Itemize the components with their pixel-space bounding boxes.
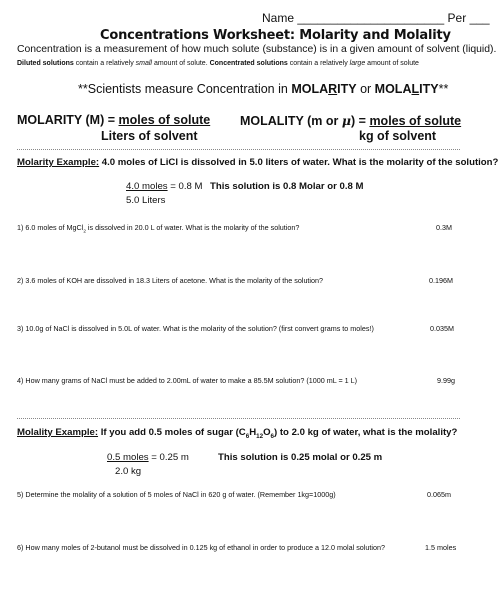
molality-word-b: ITY: [419, 82, 439, 96]
molality-example-text: If you add 0.5 moles of sugar (C: [98, 427, 246, 438]
molarity-example-work: [126, 181, 203, 192]
example-result: = 0.8 M: [167, 181, 203, 192]
molarity-example-label: Molarity Example:: [17, 157, 100, 168]
answer-2: 0.196M: [429, 276, 453, 285]
molality-example-text: ) to 2.0 kg of water, what is the molality?: [274, 427, 458, 438]
name-blank: ______________________: [297, 11, 445, 25]
subscript: 6: [245, 432, 250, 440]
answer-6: 1.5 moles: [425, 543, 457, 552]
molarity-formula-label: MOLARITY (M) =: [17, 113, 119, 127]
molality-word: [375, 82, 439, 96]
example-numerator: 0.5 moles: [107, 452, 149, 463]
dilution-note: [17, 60, 419, 67]
molality-formula: [240, 113, 461, 128]
answer-3: 0.035M: [430, 324, 454, 333]
concentration-definition: Concentration is a measurement of how much solute (substance) is in a given amount of solvent (liquid).: [17, 44, 497, 55]
example-numerator: 4.0 moles: [126, 181, 168, 192]
note-large: large: [349, 60, 366, 67]
per-blank: ___: [469, 11, 490, 25]
name-per-line: [262, 11, 490, 25]
per-label: Per: [447, 11, 467, 25]
subscript: 6: [270, 432, 274, 440]
molality-example-denominator: 2.0 kg: [115, 466, 142, 477]
molarity-example-text: 4.0 moles of LiCl is dissolved in 5.0 liters of water. What is the molarity of the solution?: [99, 157, 498, 168]
question-4: 4) How many grams of NaCl must be added to 2.00mL of water to make a 85.5M solution? (1000 mL = 1 L): [17, 376, 358, 385]
molarity-example-answer: This solution is 0.8 Molar or 0.8 M: [210, 181, 364, 192]
molarity-example-denominator: 5.0 Liters: [126, 195, 166, 206]
molality-l: L: [411, 82, 420, 96]
molality-example-work: [107, 452, 189, 463]
molarity-formula: [17, 113, 210, 127]
molarity-example: [17, 157, 498, 168]
name-label: Name: [262, 11, 295, 25]
molarity-r: R: [328, 82, 338, 96]
mu-symbol: μ: [341, 113, 352, 128]
section-divider: [17, 418, 460, 419]
note-text: amount of solute: [365, 60, 419, 67]
note-text: amount of solute.: [152, 60, 210, 67]
scientists-statement: [78, 82, 448, 96]
question-1: [17, 223, 299, 233]
statement-or: or: [356, 82, 375, 96]
statement-suffix: **: [438, 82, 449, 96]
molarity-denominator: Liters of solvent: [101, 129, 198, 143]
concentrated-term: Concentrated solutions: [209, 60, 288, 67]
example-result: = 0.25 m: [148, 452, 189, 463]
answer-4: 9.99g: [437, 376, 455, 385]
molality-denominator: kg of solvent: [359, 129, 437, 143]
statement-prefix: **Scientists measure Concentration in: [78, 82, 292, 96]
note-text: contain a relatively: [287, 60, 350, 67]
answer-1: 0.3M: [436, 223, 452, 232]
question-text: is dissolved in 20.0 L of water. What is the molarity of the solution?: [85, 223, 300, 232]
answer-5: 0.065m: [427, 490, 451, 499]
diluted-term: Diluted solutions: [17, 60, 74, 67]
molarity-word: [291, 82, 356, 96]
question-6: 6) How many moles of 2-butanol must be dissolved in 0.125 kg of ethanol in order to produce a 12.0 molal solution?: [17, 543, 385, 552]
molality-word-a: MOLA: [374, 82, 412, 96]
molality-numerator: moles of solute: [369, 114, 462, 128]
molarity-word-b: ITY: [337, 82, 357, 96]
molality-example: [17, 427, 457, 440]
molality-example-text: O: [263, 427, 271, 438]
question-5: 5) Determine the molality of a solution of 5 moles of NaCl in 620 g of water. (Remember 1kg=1000g): [17, 490, 336, 499]
question-text: 1) 6.0 moles of MgCl: [17, 223, 84, 232]
question-2: 2) 3.6 moles of KOH are dissolved in 18.3 Liters of acetone. What is the molarity of the solution?: [17, 276, 324, 285]
molality-example-text: H: [249, 427, 257, 438]
molarity-word-a: MOLA: [291, 82, 329, 96]
molality-formula-label-end: ) =: [351, 114, 370, 128]
question-3: 3) 10.0g of NaCl is dissolved in 5.0L of water. What is the molarity of the solution? (first convert grams to moles!): [17, 324, 374, 333]
molarity-numerator: moles of solute: [118, 113, 211, 127]
page-title: Concentrations Worksheet: Molarity and Molality: [100, 28, 451, 43]
molality-example-answer: This solution is 0.25 molal or 0.25 m: [218, 452, 383, 463]
subscript: 2: [83, 228, 86, 234]
subscript: 12: [256, 432, 264, 440]
molality-example-label: Molality Example:: [17, 427, 99, 438]
molality-formula-label: MOLALITY (m or: [240, 114, 342, 128]
note-text: contain a relatively: [73, 60, 136, 67]
section-divider: [17, 149, 460, 150]
note-small: small: [135, 60, 152, 67]
